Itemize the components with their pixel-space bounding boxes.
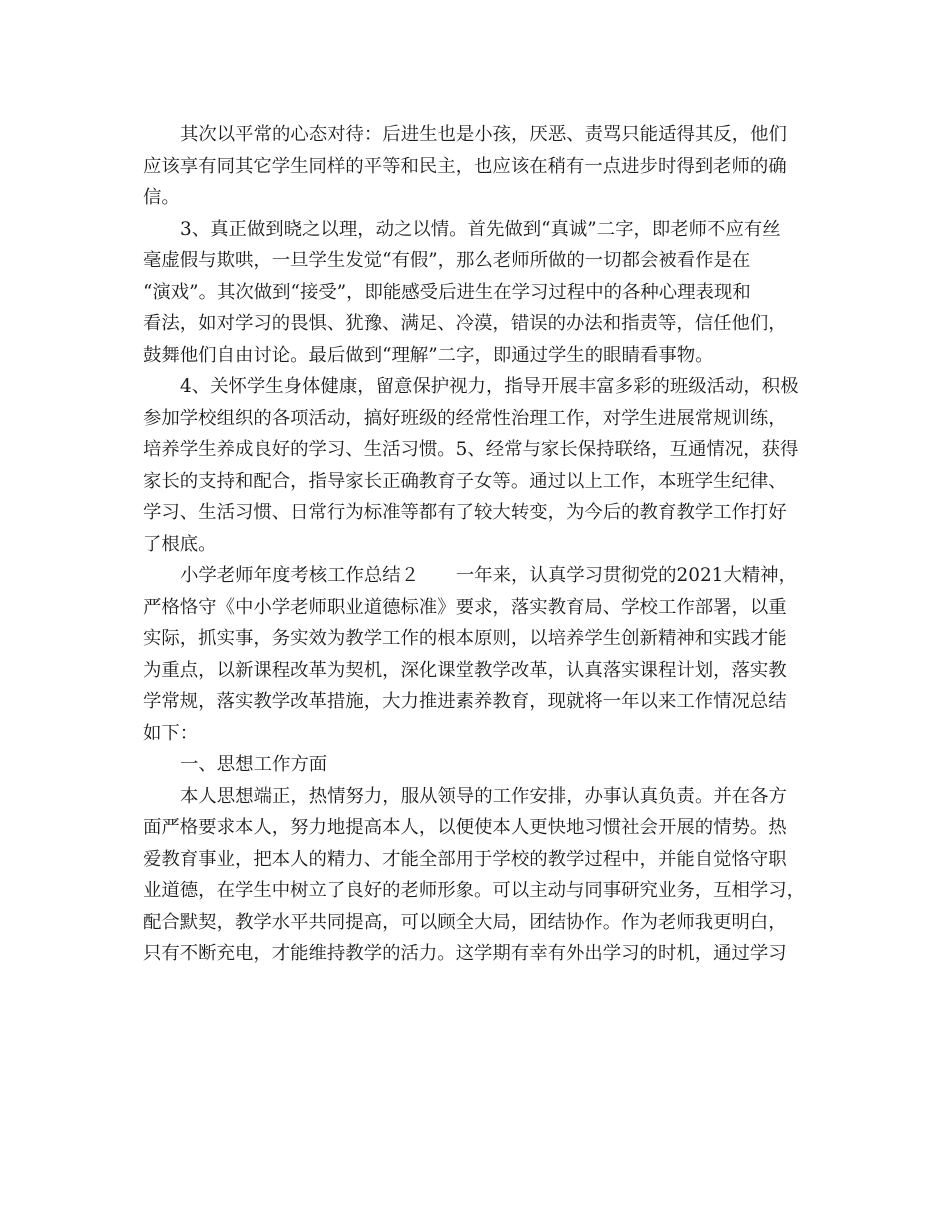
text-line: 业道德，在学生中树立了良好的老师形象。可以主动与同事研究业务，互相学习， [143, 880, 806, 901]
section-heading: 一、思想工作方面 [180, 754, 328, 775]
text-line: 严格恪守《中小学老师职业道德标准》要求，落实教育局、学校工作部署，以重 [143, 596, 787, 618]
text-line: 毫虚假与欺哄，一旦学生发觉“有假”，那么老师所做的一切都会被看作是在 [143, 250, 751, 271]
text-line: 看法，如对学习的畏惧、犹豫、满足、冷漠，错误的办法和指责等，信任他们， [143, 313, 787, 334]
text-line: 应该享有同其它学生同样的平等和民主，也应该在稍有一点进步时得到老师的确 [143, 155, 787, 177]
text-line: 只有不断充电，才能维持教学的活力。这学期有幸有外出学习的时机，通过学习 [143, 943, 787, 964]
text-line: 4、关怀学生身体健康，留意保护视力，指导开展丰富多彩的班级活动，积极 [180, 376, 799, 397]
text-line: 其次以平常的心态对待：后进生也是小孩，厌恶、责骂只能适得其反，他们 [180, 124, 787, 145]
text-line: 鼓舞他们自由讨论。最后做到“理解”二字，即通过学生的眼睛看事物。 [143, 344, 714, 366]
text-line: 实际，抓实事，务实效为教学工作的根本原则，以培养学生创新精神和实践才能 [143, 628, 787, 649]
text-line: 培养学生养成良好的学习、生活习惯。5、经常与家长保持联络，互通情况，获得 [143, 439, 799, 460]
text-line: 爱教育事业，把本人的精力、才能全部用于学校的教学过程中，并能自觉恪守职 [143, 848, 787, 870]
text-line: 信。 [143, 187, 180, 208]
text-line: 参加学校组织的各项活动，搞好班级的经常性治理工作，对学生进展常规训练， [143, 407, 787, 429]
text-line: 面严格要求本人，努力地提高本人，以便使本人更快地习惯社会开展的情势。热 [143, 817, 787, 838]
text-line: 配合默契，教学水平共同提高，可以顾全大局，团结协作。作为老师我更明白， [143, 911, 787, 933]
text-line: 了根底。 [143, 533, 217, 555]
text-line: 学习、生活习惯、日常行为标准等都有了较大转变，为今后的教育教学工作打好 [143, 502, 787, 523]
document-body [143, 119, 813, 970]
section-heading-line: 小学老师年度考核工作总结２ 一年来，认真学习贯彻党的2021大精神， [180, 565, 797, 586]
text-line: 为重点，以新课程改革为契机，深化课堂教学改革，认真落实课程计划，落实教 [143, 659, 787, 681]
text-line: 如下： [143, 722, 199, 744]
text-line: 家长的支持和配合，指导家长正确教育子女等。通过以上工作，本班学生纪律、 [143, 470, 787, 492]
text-line: “演戏”。其次做到“接受”，即能感受后进生在学习过程中的各种心理表现和 [143, 281, 751, 303]
text-line: 本人思想端正，热情努力，服从领导的工作安排，办事认真负责。并在各方 [180, 785, 787, 807]
text-line: 学常规，落实教学改革措施，大力推进素养教育，现就将一年以来工作情况总结 [143, 691, 787, 712]
text-line: 3、真正做到晓之以理，动之以情。首先做到“真诚”二字，即老师不应有丝 [180, 218, 781, 240]
